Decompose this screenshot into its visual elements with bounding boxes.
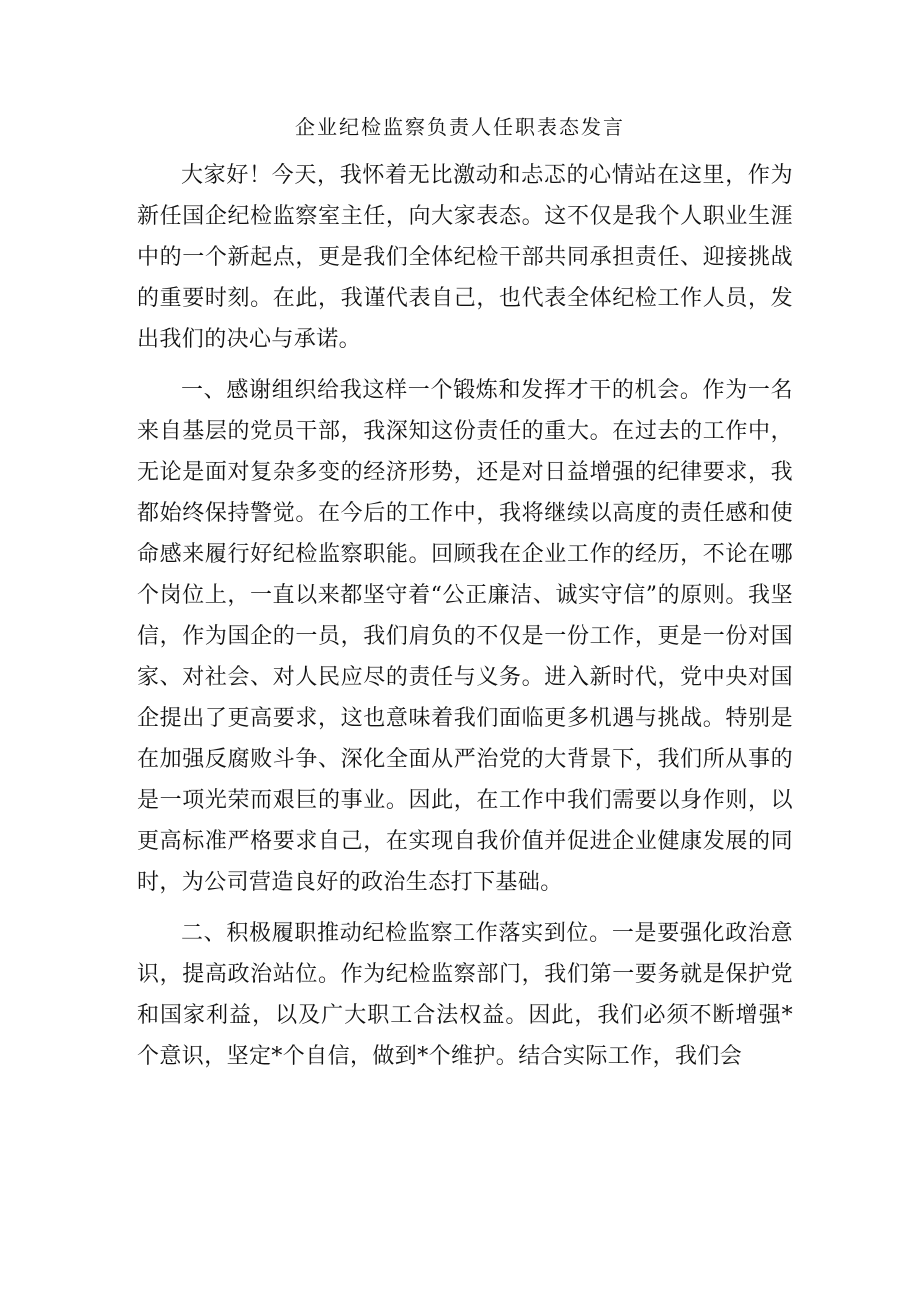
- document-body: [137, 155, 793, 1077]
- document-title: 企业纪检监察负责人任职表态发言: [295, 115, 625, 139]
- paragraph-section-two: 二、积极履职推动纪检监察工作落实到位。一是要强化政治意识，提高政治站位。作为纪检监察部门，我们第一要务就是保护党和国家利益，以及广大职工合法权益。因此，我们必须不断增强*个意识，坚定*个自信，做到*个维护。结合实际工作，我们会: [137, 921, 793, 1069]
- paragraph-greeting: 大家好！今天，我怀着无比激动和忐忑的心情站在这里，作为新任国企纪检监察室主任，向大家表态。这不仅是我个人职业生涯中的一个新起点，更是我们全体纪检干部共同承担责任、迎接挑战的重要时刻。在此，我谨代表自己，也代表全体纪检工作人员，发出我们的决心与承诺。: [137, 163, 793, 352]
- paragraph-section-one: 一、感谢组织给我这样一个锻炼和发挥才干的机会。作为一名来自基层的党员干部，我深知这份责任的重大。在过去的工作中，无论是面对复杂多变的经济形势，还是对日益增强的纪律要求，我都始终保持警觉。在今后的工作中，我将继续以高度的责任感和使命感来履行好纪检监察职能。回顾我在企业工作的经历，不论在哪个岗位上，一直以来都坚守着“公正廉洁、诚实守信”的原则。我坚信，作为国企的一员，我们肩负的不仅是一份工作，更是一份对国家、对社会、对人民应尽的责任与义务。进入新时代，党中央对国企提出了更高要求，这也意味着我们面临更多机遇与挑战。特别是在加强反腐败斗争、深化全面从严治党的大背景下，我们所从事的是一项光荣而艰巨的事业。因此，在工作中我们需要以身作则，以更高标准严格要求自己，在实现自我价值并促进企业健康发展的同时，为公司营造良好的政治生态打下基础。: [137, 378, 793, 895]
